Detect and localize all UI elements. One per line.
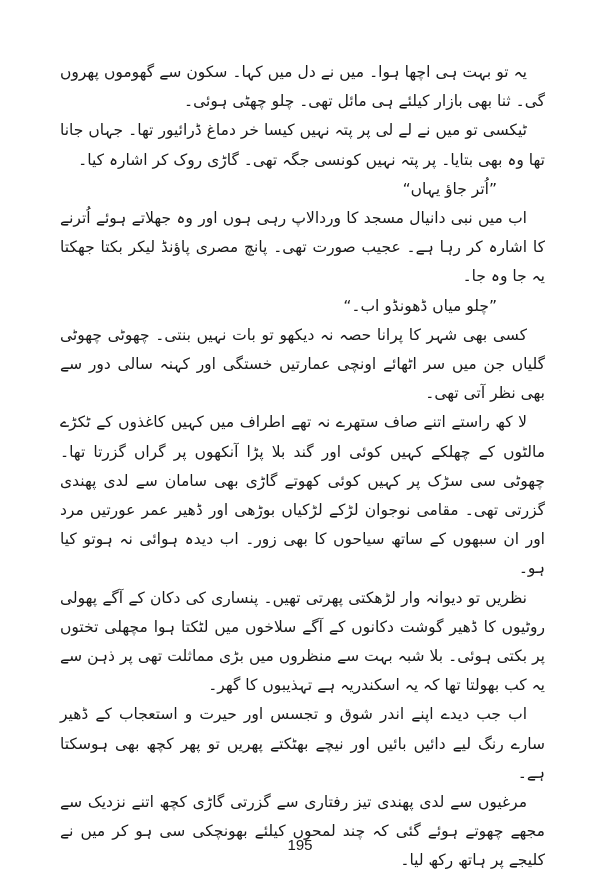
paragraph-8: مرغیوں سے لدی پھندی تیز رفتاری سے گزرتی گاڑی کچھ اتنے نزدیک سے مجھے چھوتے ہوئے گئی کہ چند لمحوں کیلئے بھونچکی سی ہو کر میں نے کلیجے پر ہاتھ رکھ لیا۔ [60,793,545,870]
paragraph-4: کسی بھی شہر کا پرانا حصہ نہ دیکھو تو بات نہیں بنتی۔ چھوٹی چھوٹی گلیاں جن میں سر اٹھائے اونچی عمارتیں خستگی اور کہنہ سالی دور سے بھی نظر آتی تھی۔ [60,325,545,403]
body-text [60,58,545,876]
paragraph-2: ٹیکسی تو میں نے لے لی پر پتہ نہیں کیسا خر دماغ ڈرائیور تھا۔ جہاں جانا تھا وہ بھی بتایا۔ پر پتہ نہیں کونسی جگہ تھی۔ گاڑی روک کر اشارہ کیا۔ [60,121,545,169]
quote-1: ”اُتر جاؤ یہاں“ [402,179,497,198]
quote-2: ”چلو میاں ڈھونڈو اب۔“ [343,296,497,315]
paragraph-7: اب جب دیدے اپنے اندر شوق و تجسس اور حیرت و استعجاب کے ڈھیر سارے رنگ لیے دائیں بائیں اور نیچے بھٹکتے پھریں تو پھر کچھ بھی ہوسکتا ہے۔ [60,705,545,782]
paragraph-1: یہ تو بہت ہی اچھا ہوا۔ میں نے دل میں کہا۔ سکون سے گھوموں پھروں گی۔ ثنا بھی بازار کیلئے ہی مائل تھی۔ چلو چھٹی ہوئی۔ [60,63,545,111]
paragraph-3: اب میں نبی دانیال مسجد کا وردالاپ رہی ہوں اور وہ جھلاتے ہوئے اُترنے کا اشارہ کر رہا ہے۔ عجیب صورت تھی۔ پانچ مصری پاؤنڈ لیکر بکتا جھکتا یہ جا وہ جا۔ [60,209,545,286]
page-number: 195 [287,837,313,854]
paragraph-6: نظریں تو دیوانہ وار لڑھکتی پھرتی تھیں۔ پنساری کی دکان کے آگے پھولی روٹیوں کا ڈھیر گوشت دکانوں کے آگے سلاخوں میں لٹکتا ہوا مچھلی تختوں پر بکتی ہوئی۔ بلا شبہ بہت سے منظروں میں بڑی مماثلت تھی پر ذہن سے یہ کب بھولتا تھا کہ یہ اسکندریہ ہے تہذیبوں کا گھر۔ [60,588,545,695]
paragraph-5: لا کھ راستے اتنے صاف ستھرے نہ تھے اطراف میں کہیں کاغذوں کے ٹکڑے مالٹوں کے چھلکے کہیں کوئی اور گند بلا پڑا آنکھوں پر گراں گزرتا تھا۔ چھوٹی سی سڑک پر کہیں کوئی کھوتے گاڑی بھی سامان سے لدی پھندی گزرتی تھی۔ مقامی نوجوان لڑکے لڑکیاں بوڑھی اور ڈھیر عمر عورتیں مرد اور ان سبھوں کے ساتھ سیاحوں کا بھی زور۔ اب دیدہ ہوائی نہ ہوتو کیا ہو۔ [60,413,545,578]
